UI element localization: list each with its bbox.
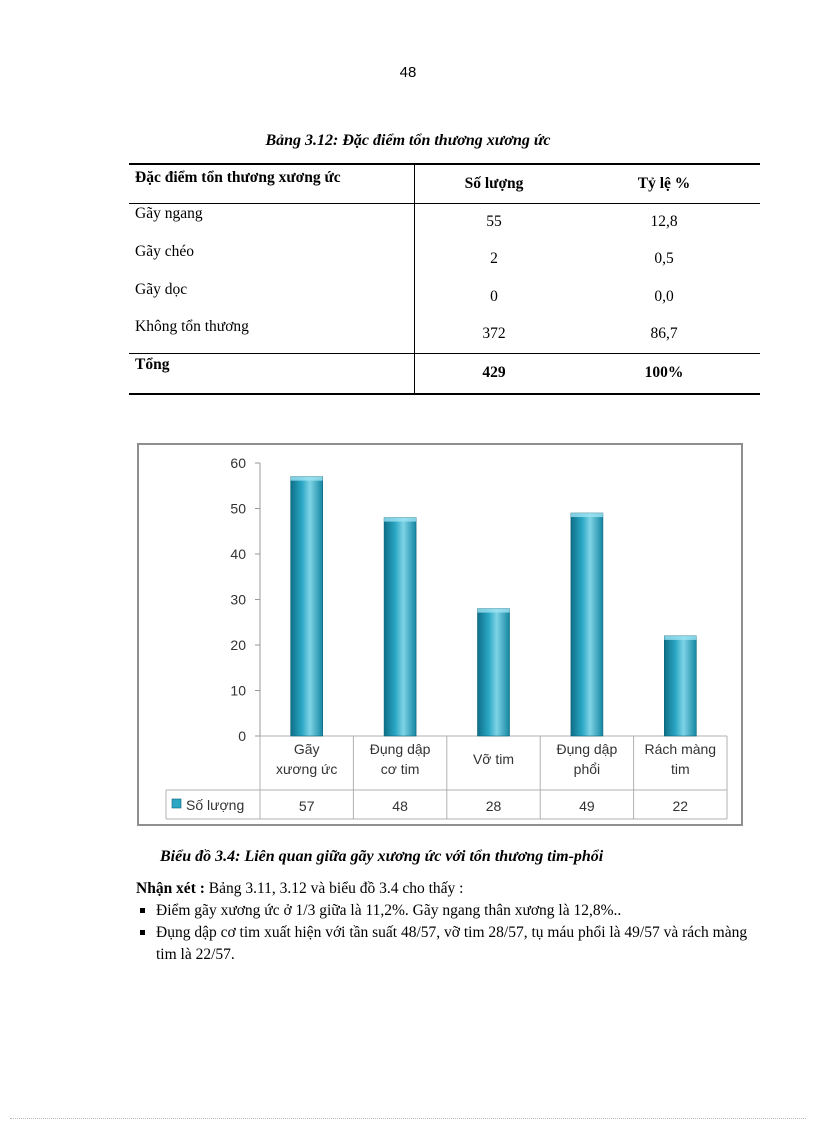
y-tick-label: 10 — [230, 682, 246, 699]
bar-top-highlight — [478, 609, 510, 613]
page-number: 48 — [399, 64, 417, 81]
table-row-count: 55 — [486, 213, 502, 230]
data-table — [129, 163, 760, 395]
bar — [291, 477, 323, 736]
y-tick-label: 30 — [230, 591, 246, 608]
table-row-count: 0 — [490, 288, 498, 305]
table-row-percent: 86,7 — [650, 325, 678, 342]
category-label: cơ tim — [380, 761, 420, 777]
bar-top-highlight — [571, 513, 603, 517]
table-total-label: Tổng — [135, 356, 170, 373]
table-total-rule — [129, 353, 760, 354]
category-label: Vỡ tim — [472, 751, 515, 767]
table-column-divider — [414, 163, 415, 395]
y-tick-label: 50 — [230, 500, 246, 517]
bar — [384, 518, 416, 736]
category-label: tim — [670, 761, 690, 777]
chart-frame — [137, 443, 743, 826]
footer-dotted-rule — [10, 1118, 806, 1119]
table-row-label: Gãy chéo — [135, 243, 194, 260]
table-row-count: 372 — [482, 325, 506, 342]
category-label: Gãy — [293, 741, 320, 757]
data-label: 48 — [392, 798, 408, 814]
table-row-percent: 12,8 — [650, 213, 678, 230]
remarks-label: Nhận xét : — [136, 880, 205, 897]
bar — [571, 513, 603, 736]
remarks-bullet: Điểm gãy xương ức ở 1/3 giữa là 11,2%. Gãy ngang thân xương là 12,8%.. — [136, 900, 756, 922]
remarks-intro — [136, 878, 756, 900]
legend-label: Số lượng — [186, 797, 245, 813]
bar — [478, 609, 510, 736]
category-label: Đụng dập — [556, 741, 618, 757]
y-tick-label: 20 — [230, 637, 246, 653]
y-tick-label: 60 — [230, 455, 246, 471]
category-label: Rách màng — [644, 741, 717, 757]
table-row-label: Gãy dọc — [135, 281, 188, 298]
table-header-percent: Tỷ lệ % — [637, 175, 691, 192]
table-row-percent: 0,0 — [654, 288, 674, 305]
table-bottom-rule — [129, 393, 760, 395]
table-header-count: Số lượng — [464, 175, 524, 192]
bar — [664, 636, 696, 736]
data-label: 57 — [298, 798, 315, 814]
y-tick-label: 0 — [238, 728, 246, 744]
table-row-count: 2 — [490, 250, 498, 267]
data-label: 22 — [672, 798, 689, 814]
table-total-count: 429 — [482, 364, 506, 381]
data-label: 28 — [485, 798, 502, 814]
bar-top-highlight — [291, 477, 323, 481]
category-label: Đụng dập — [369, 741, 431, 757]
category-label: xương ức — [276, 761, 338, 777]
table-header-label: Đặc điểm tổn thương xương ức — [135, 169, 341, 186]
remarks-bullet: Đụng dập cơ tim xuất hiện với tần suất 48/57, vỡ tim 28/57, tụ máu phổi là 49/57 và rách màng tim là 22/57. — [136, 922, 756, 966]
category-label: phổi — [573, 761, 601, 777]
bar-chart — [139, 445, 741, 824]
remarks — [136, 878, 756, 966]
chart-caption: Biểu đồ 3.4: Liên quan giữa gãy xương ức với tổn thương tim-phổi — [160, 848, 604, 865]
y-tick-label: 40 — [230, 546, 246, 562]
table-caption: Bảng 3.12: Đặc điểm tổn thương xương ức — [265, 132, 551, 149]
bar-top-highlight — [384, 518, 416, 522]
bar-top-highlight — [664, 636, 696, 640]
table-total-percent: 100% — [644, 364, 684, 381]
remarks-intro-text: Bảng 3.11, 3.12 và biểu đồ 3.4 cho thấy : — [204, 880, 464, 897]
legend-swatch — [172, 799, 181, 808]
data-label: 49 — [579, 798, 595, 814]
table-header-rule — [129, 203, 760, 204]
table-row-percent: 0,5 — [654, 250, 674, 267]
table-row-label: Gãy ngang — [135, 205, 203, 222]
table-row-label: Không tổn thương — [135, 318, 249, 335]
table-top-rule — [129, 163, 760, 165]
